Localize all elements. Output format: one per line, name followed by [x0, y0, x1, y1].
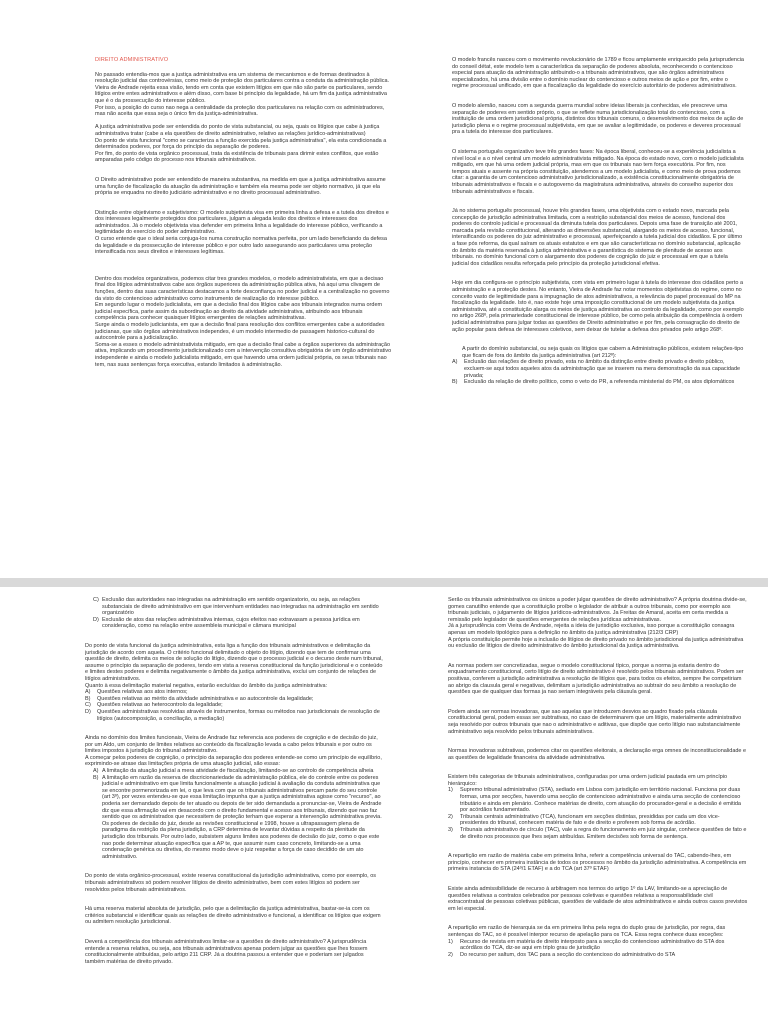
- court-categories-list: [448, 787, 748, 840]
- list-marker: C): [85, 702, 91, 709]
- paragraph: Há uma reserva material absoluta de jurisdição, pelo que a delimitação da justiça administrativa, bastar-se-ia com os critérios substancial e identificar quais as relações de direito administrativo e funcional, a identificar os litígios que exigem ou admitem resolução jurisdicional.: [85, 906, 381, 926]
- list-marker: C): [93, 597, 99, 603]
- list-item: [85, 709, 385, 722]
- paragraph: A repartição em razão de matéria cabe em primeira linha, referir a competência universal do TAC, cabendo-lhes, em princípio, conhecer em primeira instância de todos os processos no âmbito da jurisdição administrativa. A competência em primeira instancia do STA (24º/1 ETAF) e a do TCA (art 37º ETAF): [448, 853, 747, 873]
- list-marker: A): [93, 768, 99, 775]
- page-gap: [0, 578, 768, 587]
- paragraph: Do ponto de vista funcional da justiça administrativa, esta liga a função dos tribunais administrativos e delimitação da jurisdição de acordo com aquela. O critério funcional delimitado o objeto do litígio, dizendo que tem de confirmar uma questão de direito, delimita os meios de solução do litígio, dizendo que o processo judicial e o decurso deste num tribunal, assume o princípio da separação de poderes, tendo em vista a reserva constitucional da função jurisdicional e o conteúdo e limites destes poderes e delimita negativamente o âmbito da justiça administrativa, exclui um conjunto de relações de litígios administrativos. Quanto à essa delimitação material negativa, estarão excluídas do âmbito da justiça administrativa:: [85, 642, 383, 689]
- list-text: Exclusão de atos das relações administrativa internas, cujos efeitos nao extravasam a pessoa jurídica em consideração, como na relação entre assembleia municipal e câmara municipal: [102, 616, 360, 630]
- list-marker: 1): [448, 787, 453, 794]
- document-page-2: [0, 587, 768, 1024]
- paragraph: Dentro dos modelos organizativos, podemos citar tres grandes modelos, o modelo administrativista, em que a decisao final dos litígios administrativos cabe aos órgãos superiores da administração pública ativa, há aqui uma clivagem de funções, dentro das suas características destacamos a forte desconfiança no poder judicial e a centralização no governo da visto do contencioso administrativo como instrumento de realização do interesse público. Em segundo lugar o modelo judicialista, em que a decisão final dos litígios cabe aos tribunais integrados numa ordem judicial específica, parte assim da subordinação ao direito da atividade administrativa, atribuindo aos tribunais competência para conhecer quaisquer litígios emergentes de relações administrativas. Surge ainda o modelo judicianista, em que a decisão final para resolução dos conflitos emergentes cabe a autoridades judicianas, que são órgãos administrativos independes, é um modelo intermedio de passagem historico-cultural do autocontrole para a judicialização. Soma-se a esses o modelo administrativista mitigado, em que a decisão final cabe a órgãos superiores da administração ativa, implicando um procedimento jurisdicionalizado com a intervenção consultiva obrigatória de um órgão administrativo independente e ainda o modelo judicialista mitigado, em que havendo uma ordem judicial própria, os seus tribunais nao tem, nas suas sentenças força executiva, estando limitados à administração.: [95, 275, 392, 368]
- list-marker: D): [85, 708, 91, 715]
- list-marker: B): [93, 774, 99, 781]
- list-marker: 3): [448, 827, 453, 834]
- paragraph: O Direito administrativo pode ser entendido de maneira substantiva, na medida em que a justiça administrativa assume uma função de fiscalização da atuação da administração e também ela mesma pode ser objeto normativo, já que ela própria se enquadra no direito judiciário administrativo e no direito processual administrativo.: [95, 176, 386, 197]
- list-item: [85, 696, 385, 703]
- list-item: [452, 379, 744, 386]
- page-1-right-column: [452, 57, 744, 575]
- list-marker: 2): [448, 813, 453, 820]
- paragraph: Ainda no domínio dos limites funcionais, Vieira de Andrade faz referencia aos poderes de cognição e de decisão do juiz, por um Aldo, um conjunto de limites relativos ao conteúdo da fiscalização levada a cabo pelos tribunais e por outro os limites impostos à jurisdição do tribunal administrativo. A começar pelos poderes de cognição, o princípio da separação dos poderes entende-se como um princípio de equilíbrio, exprimindo-se atrase das limitações própria de uma atuação judicial, são essas:: [85, 735, 382, 768]
- list-marker: A): [85, 689, 91, 696]
- negative-delimitation-list: [85, 689, 385, 722]
- paragraph: Normas inovadoras subtrativas, podemos citar os questões eleitorais, a declaração erga omnes de inconstitucionalidade e as questões de legalidade financeira da atividade administrativa.: [448, 748, 747, 761]
- paragraph: O modelo alemão, nasceu com a segunda guerra mundial sobre ideias liberais ja conhecidas, ele prescreve uma separação de poderes em sentido próprio, o que se reflete numa jurisdicionalização total do contencioso, com a instituição de uma ordem jurisdicional própria, distintos dos tribunais comuns, o desenvolvimento dos meios de ação de jurisdição plena e o regime processual subjetivista, em que se avaliar a legitimidade, os poderes e deveres processual pra a tutela do interesse dos particulares.: [452, 102, 744, 136]
- list-item: [448, 787, 748, 813]
- list-text: Questões relativas ao heterocontrolo da legalidade;: [97, 702, 223, 709]
- list-item: [93, 768, 385, 775]
- exclusion-list-continued: [85, 597, 385, 630]
- list-text: Exclusão das autoridades nao integradas na administração em sentido organizatorio, ou seja, as relações substanciais de direito administrativo em que intervenham entidades nao integradas na administração em sentido organizatório: [102, 597, 379, 617]
- list-item: [448, 952, 748, 959]
- paragraph: Podem ainda ser normas inovadoras, que sao aquelas que introduzem desvios ao quadro fixado pela cláusula constitucional geral, podem essas ser subtrativas, no caso de determinarem que um litígio, materialmente administrativo seja resolvido por outros tribunais que nao o administrativo e aditivas, que dispõe que certo litígio nao substancialmente administrativo seja resolvido pelos tribunais administrativos.: [448, 708, 742, 735]
- paragraph: O modelo francês nasceu com o movimento revolucionário de 1789 e ficou amplamente enriquecido pela jurisprudencia do conseil détat, este modelo tem a característica da separação de poderes absoluta, reconhecendo o contencioso especial para atuação da administração atribuindo-o a tribunais administrativos, que são órgãos administrativos especializados, há uma divisão entre o domínio nuclear do contencioso e outros meios de ação e por fim, entre o regime processual unificado, em que a fiscalização da legalidade do exercício autoritário de poderes administrativos.: [452, 57, 744, 90]
- list-text: Questões administrativas resolvidas através de instrumentos, formas ou métodos nao jurisdicionais de resolução de litígios (autocomposição, a conciliação, a mediação): [97, 708, 380, 722]
- list-text: Tribunais centrais administrativo (TCA), funcionam em secções distintas, presididas por cada um dos vice-presidentes do tribunal, conhecem matéria de fato e de direito e proferem sob forma de acórdão.: [460, 813, 720, 827]
- list-text: A limitação em razão da reserva de discricionariedade da administração pública, ele do controle entre os poderes judicial e administrativo em que limita funcionalmente a atuação judicial à avaliação da conduta administrativa que se encontre pormenorizada em lei, o que leva com que os tribunais administrativos percam parte do seu controle (art 3º), por vezes entendeu-se que essa limitação impunha que a justiça administrativa agisse como "recurso", ao poderia ser demandado depois de ter atuado ou depois de ter sido demandada a pronunciar-se, Vieira de Andrade diz que essa afirmação vai em desacordo com o direito fundamental e acesso aos tribunais, dizendo que nao faz sentido que os administrados que necessitem de proteção terham que esperar a intervenção administrativa previa. Os poderes de decisão do juiz, desde as revisões constitucional e 1998, houve a ultrapassagem plena de paradigma da restrição da plena jurisdição, a CRP determina de levantar dúvidas a respeito da plenitude da jurisdição dos tribunais. Por outro lado, subsistem alguns limites aos poderes de decisão do juiz, como o que este nao pode determinar atuação específica que a AP te, que assumir num caso concreto, limitando-se a uma condenação genérica ou diretiva, do mesmo modo deve o juiz respeitar a força de caso decidido de um ato administrativo.: [102, 774, 382, 860]
- list-text: Exclusão das relações de direito privado, esta no âmbito da distinção entre direito privado e direito público, excluem-se aqui todos aqueles atos da administração que se inserem na mera demonstração da sua capacidade privada;: [464, 359, 741, 379]
- document-heading: DIREITO ADMINISTRATIVO: [95, 57, 169, 63]
- list-item: [85, 702, 385, 709]
- list-item: [448, 827, 748, 840]
- list-text: Tribunais administrativo de círculo (TAC), vale a regra do funcionamento em juiz singular, conhece questões de fato e de direito nos processos que lhes sejam atribuídas. Emitem decisões sob forma de sentença.: [460, 827, 747, 840]
- paragraph: Serão os tribunais administrativos os únicos a poder julgar questões de direito administrativo? A própria doutrina divide-se, gomes canutilho entende que a constituição proíbe o legislador de atribuir a outros tribunais, como por exemplo aos tribunais judiciais, o julgamento de litígios jurídicos-administrativos. Ja Freitas de Amaral, aceita em certa medida a remissão pelo legislador de questões emergentes de relações jurídicas administrativas. Já a jurisprudência com Vieira de Andrade, rejeita a ideia de jurisdição exclusiva, isso porque a constituição consagra apenas um modelo tipológico para a definição no âmbito da justiça administrativa (212/3 CRP) A própria constituição permite hoje a inclusão de litígios de direito privado no âmbito jurisdicional da justiça administrativa ou exclusão de litígios de direito administrativo do âmbito jurisdicional da justiça administrativa.: [448, 597, 747, 650]
- page-2-left-column: [85, 597, 385, 1022]
- list-marker: A): [452, 359, 458, 366]
- paragraph: O sistema português organizativo teve três grandes fases: Na época liberal, conheceu-se a experiência judicialista a nível local e a o nível central um modelo administrativista mitigado. Na época do estado novo, com o modelo judicialista mitigado, em que há uma ordem judicial própria, mas em que os tribunais nao tem força executória. Por fim, nos tempos atuais e assente na própria constituição, atendemos a um modelo judicialista, e como meio de prova podemos citar: a garantia de um contencioso administrativo jurisdicionalizado, a existência constitucionalmente obrigatória de tribunais administrativos e fiscais e o autogoverno da magistratura administrativa, através do conselho superior dos tribunais administrativos e fiscais.: [452, 148, 744, 195]
- list-text: Do recurso per saltum, dos TAC para a secção do contencioso do administrativo do STA: [460, 951, 676, 958]
- list-marker: D): [93, 616, 99, 623]
- list-item: [448, 939, 748, 952]
- list-text: Questões relativas aos atos internos;: [97, 689, 188, 696]
- list-item: [448, 814, 748, 827]
- paragraph: A partir do domínio substancial, ou seja quais os litígios que cabem a Administração públicos, existem relações-tipo que ficam de fora do âmbito da justiça administrativa (art 212º):: [462, 346, 744, 359]
- page-1-left-column: [95, 57, 393, 575]
- paragraph: A repartição em razão de hierarquia se da em primeira linha pela regra do duplo grau de jurisdição, por regra, das sentenças do TAC, so é possível interpor recurso de apelação para os TCA. Essa regra conhece duas exceções:: [448, 925, 726, 938]
- cognition-limits-list: [85, 768, 385, 860]
- list-marker: 2): [448, 951, 453, 958]
- list-item: [93, 617, 385, 630]
- list-marker: B): [85, 695, 91, 702]
- exclusion-list: [452, 359, 744, 385]
- paragraph: Existem três categorias de tribunais administrativos, configuradas por uma ordem judicial pautada em um princípio hierárquico:: [448, 774, 728, 787]
- paragraph: Já no sistema português processual, houve três grandes fases, uma objetivista com o estado novo, marcada pela concepção de jurisdição administrativa limitada, com a restrição substancial dos meios de acesso, funcional dos poderes do controlo judicial e processual da diminuta tutela dos particulares. Depois uma fase de transição até 2001, marcada pela revisão constitucional, alterando as dimensões substancial, alargando os meios de acesso, funcional, intensificando os poderes do juiz administrativo e processual, aperfeiçoando a tutela judicial dos cidadãos. E por último a fase pós reforma, da qual saíram os atuais estatutos e em que são características no domínio substancial, aplicação do âmbito da matéria reservada à justiça administrativa e a garantística do sistema de plenitude de acesso aos tribunais. no domínio funcional com o alargamento dos poderes de cognição do juiz e processual em que a tutela judicial dos cidadãos resulta reforçada pelo princípio da proteção jurisdicional efetiva.: [452, 208, 743, 267]
- paragraph: As normas podem ser concretizadas, segue o modelo constitucional típico, porque a norma ja estaria dentro do enquadramento constitucional, certo litígio de direito administrativo é resolvido pelos tribunais administrativos. Podem ser positivas, conferem a jurisdição administrativa a resolução de litígios que, para todos os efeitos, sempre lhe competiriam ao abrigo da clausula geral e negativas, delimitam a jurisdição administrativa ao subtrair do seu âmbito a resolução de questões que de qualquer das formas ja nao seriam integráveis pela cláusula geral.: [448, 662, 744, 696]
- list-marker: B): [452, 379, 458, 386]
- list-marker: 1): [448, 938, 453, 945]
- paragraph: Hoje em dia configura-se o princípio subjetivista, com vista em primeiro lugar à tutela do interesse dos cidadãos perto a administração e a proteção destes. No entanto, Vieira de Andrade faz notar momentos objetivistas do regime, como no conceito vasto de legitimidade para a impugnação de atos administrativos, a relevância do papel processual do MP na fiscalização da legalidade. Isto é, nao existe hoje uma imposição constitucional de um modelo subjetivista da justiça administrativa, até a constituição alarga os meios de justiça administrativa ao controlo da legalidade, como por exemplo no artigo 268º, pela primariedade constitucional de interesse público, be como pela atribuição da competência à ordem judicial administrativa para julgar todas as questões de Direito administrativo e por fim, pela consagração do direito de ação popular para defesa de interesses coletivos, sem deixar de tutelar a defesa dos privados pelo artigo 268º.: [452, 280, 744, 333]
- paragraph: Do ponto de vista orgânico-processual, existe reserva constitucional da jurisdição administrativa, como por exemplo, os tribunais administrativos só podem resolver litígios de direito administrativo, bem com estes litígios só podem ser resolvidos pelos tribunais administrativos.: [85, 873, 377, 893]
- page-2-right-column: [448, 597, 748, 1022]
- list-text: Exclusão da relação de direito político, como o veto do PR, a referenda ministerial do PM, os atos diplomáticos: [464, 379, 735, 386]
- list-text: A limitação da atuação judicial a mera atividade de fiscalização, limitando-se ao controlo de competência alheia: [102, 768, 374, 775]
- list-item: [93, 775, 385, 861]
- paragraph: Distinção entre objetivismo e subjetivismo: O modelo subjetivista visa em primeira linha a defesa e a tutela dos direitos e dos interesses legalmente protegidos dos particulares, julgam a alegada lesão dos direitos e interesses dos administrados. Já o modelo objetivista visa defender em primeira linha a legalidade do interesse público, verificando a legitimidade do exercício do poder administrativo. O curso entende que o ideal seria conjuga-los numa construção normativa perfeita, por um lado beneficiando da defesa da legalidade e da prossecução de interesse público e por outro lado assegurando aos particulares uma proteção intensificada nos seus direitos e interesses legítimas.: [95, 209, 389, 256]
- list-text: Recurso de revista em matéria de direito interposto para a secção do contencioso administrativo do STA dos acórdãos do TCA, diz-se aqui em triplo grau de jurisdição: [460, 938, 725, 952]
- list-item: [93, 597, 385, 617]
- hierarchy-exceptions-list: [448, 939, 748, 959]
- paragraph: No passado entendia-mos que a justiça administrativa era um sistema de mecanismos e de formas destinados à resolução judicial das controvérsias, como meio de proteção dos particulares contra a conduta da administração pública. Vieira de Andrade rejeita essa visão, tendo em conta que existem litígios em que não são parte os particulares, sendo litígios entre entes administrativos e além disso, com base bi princípio da legalidade, há um fim da justiça administrativa que é o da prossecução do interesse público. Por isso, a posição do curso nao nega a centralidade da proteção dos particulares na relação com os administradores, mas não aceita que essa seja o único fim da justiça-administrativa.: [95, 71, 390, 118]
- list-text: Questões relativas ao mérito da atividade administrativa e ao autocontrole da legalidade;: [97, 695, 314, 702]
- paragraph: Deverá a competência dos tribunais administrativos limitar-se a questões de direito administrativo? A jurisprudência entende a reserva relativa, ou seja, aos tribunais administrativos apenas podem julgar as questões que lhes fossem constitucionalmente atribuídas, pelo artigo 211 CRP. Já a doutrina passou a entender que e poderiam ser julgados também matérias de direito privado.: [85, 938, 368, 965]
- list-text: Supremo tribunal administrativo (STA), sediado em Lisboa com jurisdição em território nacional. Funciona por duas formas, uma por secções, havendo uma secção de contencioso administrativo e ainda uma secção de contencioso tributário e ainda em plenário. Conhece matérias de direito, com atuação do procurador-geral e a decisão é emitida por acórdãos fundamentado.: [460, 787, 741, 814]
- paragraph: Existe ainda admissibilidade de recurso à arbitragem nos termos do artigo 1º da LAV, limitando-se a apreciação de questões relativas a contratos celebrados por pessoas coletivas e questões relativas a responsabilidade civil extracontratual de pessoas coletivas públicas, questões de validade de atos administrativos e ainda outros casos previstos em lei especial.: [448, 886, 748, 912]
- paragraph: A justiça administrativa pode ser entendida do ponto de vista substancial, ou seja, quais os litígios que cabe à justiça administrativa tratar (cabe a ela questões de direito administrativo, relativo as relações jurídico-administrativas) Do ponto de vista funcional "como se caracteriza a função exercida pela justiça administrativa", ela esta condicionada a determinados poderes, por força do princípio da separação de poderes. Por fim, do ponto de vista orgânico processual, trata da existência de tribunais para dirimir estes conflitos, que estão amparadas pelo código do processo nos tribunais administrativos.: [95, 124, 387, 164]
- list-item: [452, 359, 744, 379]
- list-item: [85, 689, 385, 696]
